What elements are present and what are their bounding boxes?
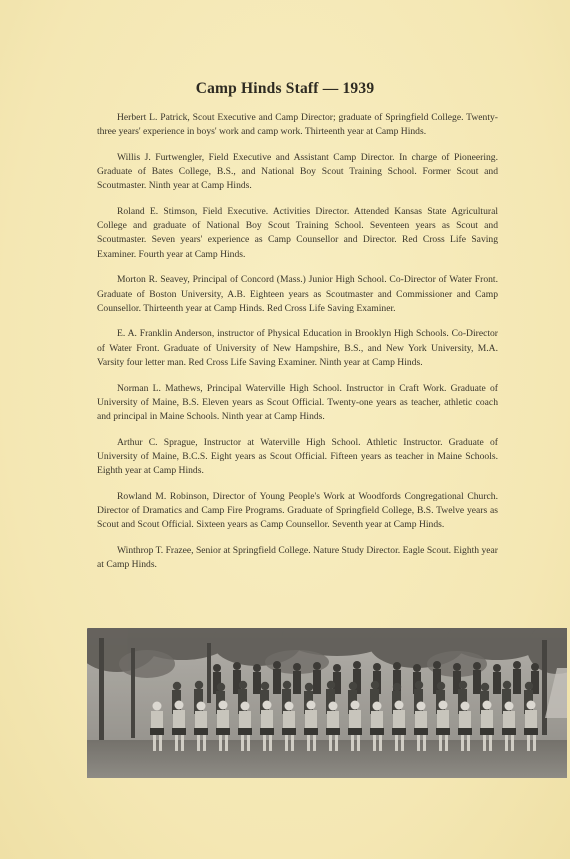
staff-entry: Winthrop T. Frazee, Senior at Springfield College. Nature Study Director. Eagle Scout. Eighth year at Camp Hinds. <box>97 544 498 571</box>
group-photo <box>87 628 567 778</box>
staff-list <box>97 111 498 584</box>
staff-entry: E. A. Franklin Anderson, instructor of Physical Education in Brooklyn High Schools. Co-Director of Water Front. Graduate of University of New Hampshire, B.S., and New York University, M.A. Varsity four letter man. Red Cross Life Saving Examiner. Ninth year at Camp Hinds. <box>97 328 498 368</box>
staff-entry: Herbert L. Patrick, Scout Executive and Camp Director; graduate of Springfield College. Twenty-three years' experience in boys' work and camp work. Thirteenth year at Camp Hinds. <box>97 112 498 138</box>
staff-entry: Arthur C. Sprague, Instructor at Waterville High School. Athletic Instructor. Graduate of University of Maine, B.C.S. Eight years as Scout Official. Fifteen years as teacher in Maine Schools. Eighth year at Camp Hinds. <box>97 436 498 477</box>
staff-entry: Morton R. Seavey, Principal of Concord (Mass.) Junior High School. Co-Director of Water Front. Graduate of Boston University, A.B. Eighteen years as Scoutmaster and Commissioner and Camp Counsellor. Thirteenth year at Camp Hinds. Red Cross Life Saving Examiner. <box>97 274 498 314</box>
staff-entry: Rowland M. Robinson, Director of Young People's Work at Woodfords Congregational Church. Director of Dramatics and Camp Fire Programs. Graduate of Springfield College, B.S. Twelve years as Scout and Scout Official. Sixteen years as Camp Counsellor. Seventh year at Camp Hinds. <box>97 490 498 531</box>
staff-entry: Willis J. Furtwengler, Field Executive and Assistant Camp Director. In charge of Pioneering. Graduate of Bates College, B.S., and National Boy Scout Training School. Former Scout and Scoutmaster. Ninth year at Camp Hinds. <box>97 151 498 192</box>
staff-entry: Roland E. Stimson, Field Executive. Activities Director. Attended Kansas State Agricultural College and graduate of National Boy Scout Training School. Seventeen years as Scout and Scoutmaster. Seven years' experience as Camp Counsellor and Director. Red Cross Life Saving Examiner. Fourth year at Camp Hinds. <box>97 206 498 260</box>
staff-entry: Norman L. Mathews, Principal Waterville High School. Instructor in Craft Work. Graduate of University of Maine, B.S. Eleven years as Scout Official. Twenty-one years as teacher, athletic coach and principal in Maine Schools. Ninth year at Camp Hinds. <box>97 382 498 422</box>
page-title: Camp Hinds Staff — 1939 <box>195 80 375 97</box>
